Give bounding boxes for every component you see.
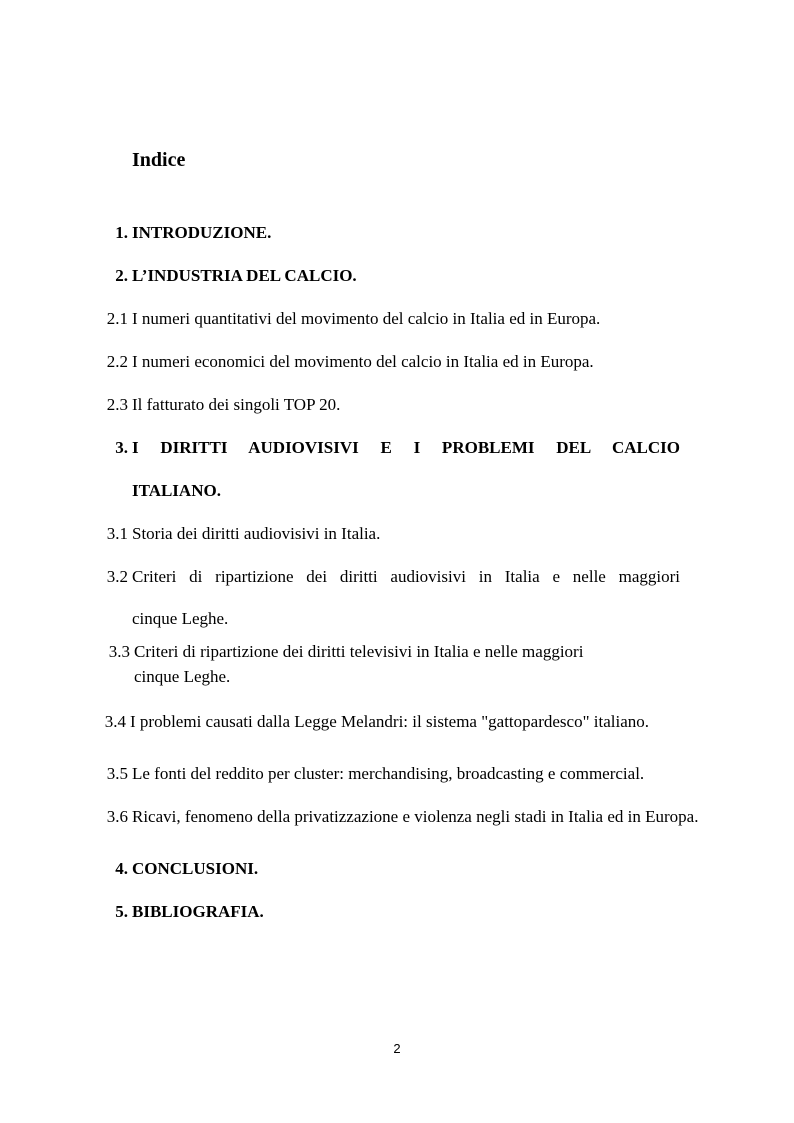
toc-entry-3-4: [104, 712, 649, 732]
page-number: 2: [393, 1041, 401, 1056]
toc-text: I numeri economici del movimento del calcio in Italia ed in Europa.: [132, 352, 594, 371]
toc-entry-2: [115, 266, 357, 286]
toc-number: 3.: [115, 438, 128, 457]
toc-text: I numeri quantitativi del movimento del calcio in Italia ed in Europa.: [132, 309, 601, 328]
toc-text: Il fatturato dei singoli TOP 20.: [132, 395, 341, 414]
toc-entry-3-2: [106, 567, 680, 587]
toc-number: 2.1: [106, 309, 128, 328]
toc-number: 4.: [115, 859, 128, 878]
toc-text: Ricavi, fenomeno della privatizzazione e violenza negli stadi in Italia ed in Europa.: [132, 807, 699, 826]
toc-text: L’INDUSTRIA DEL CALCIO.: [132, 266, 357, 285]
toc-text: BIBLIOGRAFIA.: [132, 902, 264, 921]
toc-entry-3-5: [106, 764, 645, 784]
toc-number: 3.5: [106, 764, 128, 783]
index-title: Indice: [132, 149, 186, 171]
toc-entry-3-6: [106, 807, 699, 827]
toc-number: 5.: [115, 902, 128, 921]
toc-number: 2.2: [106, 352, 128, 371]
toc-text: I DIRITTI AUDIOVISIVI E I PROBLEMI DEL CALCIO: [132, 438, 680, 457]
toc-entry-2-1: [106, 309, 601, 329]
toc-entry-5: [115, 902, 264, 922]
toc-number: 3.2: [106, 567, 128, 586]
toc-entry-3: [115, 438, 680, 458]
toc-entry-3-continuation: ITALIANO.: [132, 481, 221, 500]
toc-entry-3-2-continuation: cinque Leghe.: [132, 609, 229, 628]
toc-entry-2-3: [106, 395, 341, 415]
toc-number: 2.: [115, 266, 128, 285]
toc-text: Criteri di ripartizione dei diritti televisivi in Italia e nelle maggiori: [134, 642, 584, 661]
toc-text: CONCLUSIONI.: [132, 859, 259, 878]
toc-text: Storia dei diritti audiovisivi in Italia.: [132, 524, 381, 543]
toc-text: Criteri di ripartizione dei diritti audiovisivi in Italia e nelle maggiori: [132, 567, 680, 586]
toc-entry-3-1: [106, 524, 381, 544]
toc-number: 3.4: [104, 712, 126, 731]
toc-entry-3-3-continuation: cinque Leghe.: [134, 667, 231, 686]
toc-entry-4: [115, 859, 259, 879]
toc-entry-1: [115, 223, 272, 243]
toc-text: Le fonti del reddito per cluster: merchandising, broadcasting e commercial.: [132, 764, 645, 783]
toc-number: 2.3: [106, 395, 128, 414]
toc-number: 3.1: [106, 524, 128, 543]
toc-entry-2-2: [106, 352, 594, 372]
toc-number: 1.: [115, 223, 128, 242]
toc-text: I problemi causati dalla Legge Melandri: il sistema "gattopardesco" italiano.: [130, 712, 649, 731]
toc-entry-3-3: [108, 642, 584, 662]
toc-text: INTRODUZIONE.: [132, 223, 272, 242]
toc-number: 3.6: [106, 807, 128, 826]
toc-number: 3.3: [108, 642, 130, 661]
